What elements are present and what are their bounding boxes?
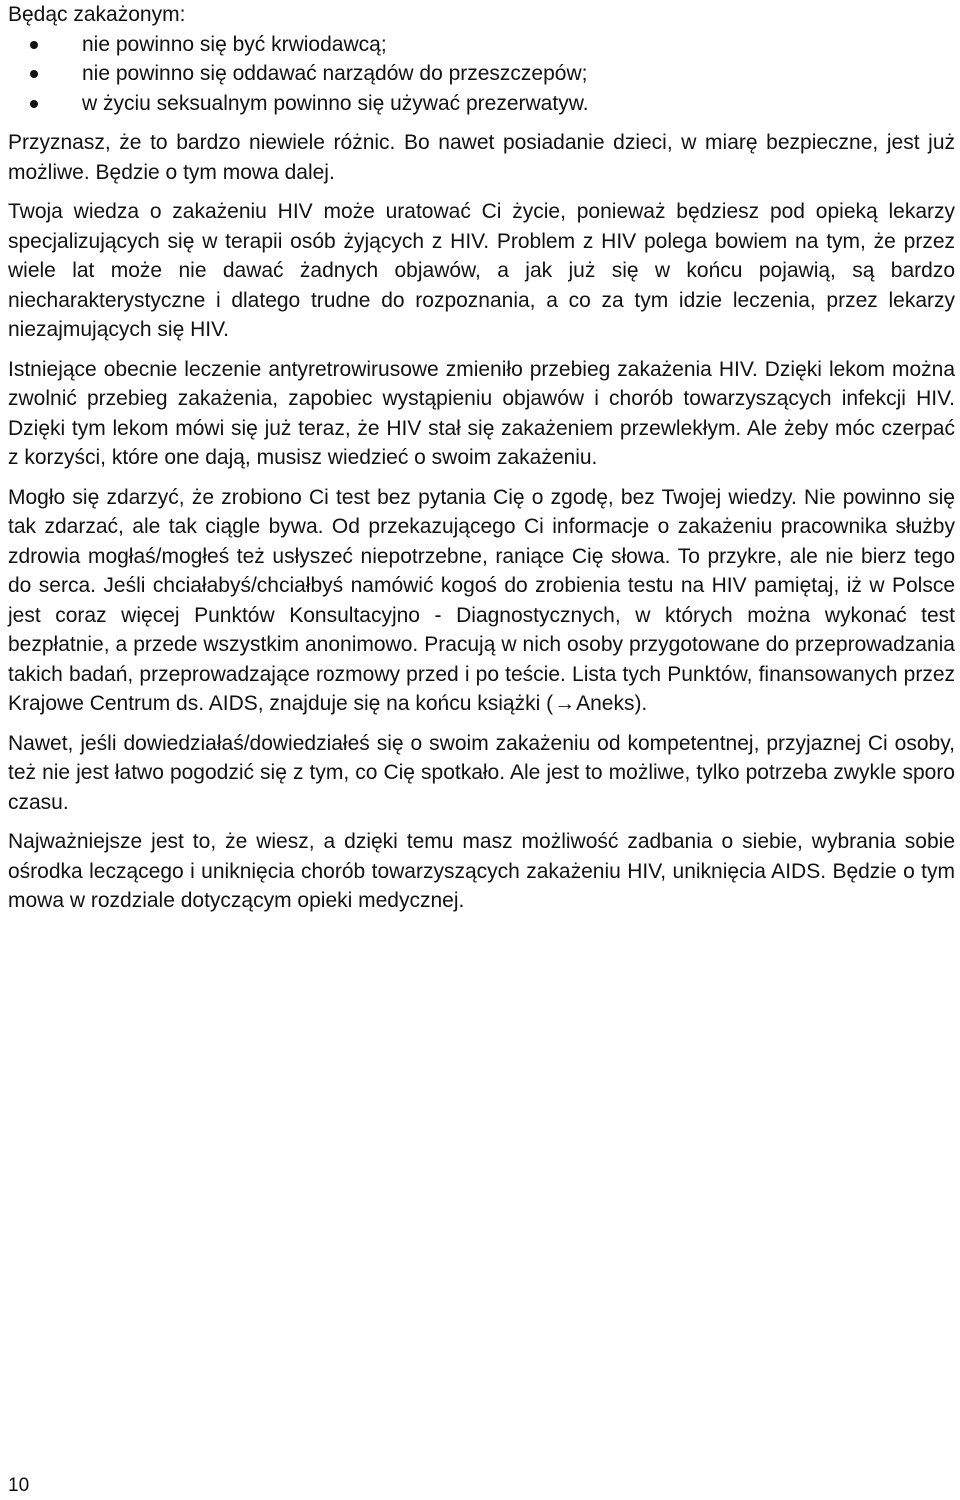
list-item (8, 30, 955, 60)
arrow-right-icon: → (554, 692, 576, 715)
restrictions-list (8, 30, 955, 119)
intro-line: Będąc zakażonym: (8, 3, 186, 26)
annex-reference: Aneks). (576, 692, 648, 715)
paragraph-treatment: Istniejące obecnie leczenie antyretrowirusowe zmieniło przebieg zakażenia HIV. Dzięki lekom można zwolnić przebieg zakażenia, zapobiec wystąpieniu objawów i chorób towarzyszących infekcji HIV. Dzięki tym lekom mówi się już teraz, że HIV stał się zakażeniem przewlekłym. Ale żeby móc czerpać z korzyści, które one dają, musisz wiedzieć o swoim zakażeniu. (8, 357, 955, 469)
page-number: 10 (8, 1475, 30, 1496)
paragraph-knowledge: Twoja wiedza o zakażeniu HIV może uratować Ci życie, ponieważ będziesz pod opieką lekarzy specjalizujących się w terapii osób żyjących z HIV. Problem z HIV polega bowiem na tym, że przez wiele lat może nie dawać żadnych objawów, a jak już się w końcu pojawią, są bardzo niecharakterystyczne i dlatego trudne do rozpoznania, a co za tym idzie leczenia, przez lekarzy niezajmujących się HIV. (8, 200, 955, 341)
bullet-icon (30, 70, 38, 78)
list-item-text: w życiu seksualnym powinno się używać prezerwatyw. (82, 91, 589, 115)
list-item-text: nie powinno się być krwiodawcą; (82, 32, 387, 56)
paragraph-testing-text: Mogło się zdarzyć, że zrobiono Ci test bez pytania Cię o zgodę, bez Twojej wiedzy. Nie powinno się tak zdarzać, ale tak ciągle bywa. Od przekazującego Ci informacje o zakażeniu pracownika służby zdrowia mogłaś/mogłeś też usłyszeć niepotrzebne, raniące Cię słowa. To przykre, ale nie bierz tego do serca. Jeśli chciałabyś/chciałbyś namówić kogoś do zrobienia testu na HIV pamiętaj, iż w Polsce jest coraz więcej Punktów Konsultacyjno - Diagnostycznych, w których można wykonać test bezpłatnie, a przede wszystkim anonimowo. Pracują w nich osoby przygotowane do przeprowadzania takich badań, przeprowadzające rozmowy przed i po teście. Lista tych Punktów, finansowanych przez Krajowe Centrum ds. AIDS, znajduje się na końcu książki ( (8, 485, 955, 715)
paragraph-testing (8, 483, 955, 719)
document-page (8, 0, 955, 916)
list-item (8, 59, 955, 89)
list-item-text: nie powinno się oddawać narządów do przeszczepów; (82, 62, 588, 85)
bullet-icon (30, 41, 38, 49)
bullet-icon (30, 100, 38, 108)
list-item (8, 89, 955, 119)
paragraph-differences: Przyznasz, że to bardzo niewiele różnic. Bo nawet posiadanie dzieci, w miarę bezpieczne, jest już możliwe. Będzie o tym mowa dalej. (8, 131, 955, 184)
paragraph-acceptance: Nawet, jeśli dowiedziałaś/dowiedziałeś się o swoim zakażeniu od kompetentnej, przyjaznej Ci osoby, też nie jest łatwo pogodzić się z tym, co Cię spotkało. Ale jest to możliwe, tylko potrzeba zwykle sporo czasu. (8, 731, 955, 814)
paragraph-conclusion: Najważniejsze jest to, że wiesz, a dzięki temu masz możliwość zadbania o siebie, wybrania sobie ośrodka leczącego i uniknięcia chorób towarzyszących zakażeniu HIV, uniknięcia AIDS. Będzie o tym mowa w rozdziale dotyczącym opieki medycznej. (8, 830, 955, 912)
